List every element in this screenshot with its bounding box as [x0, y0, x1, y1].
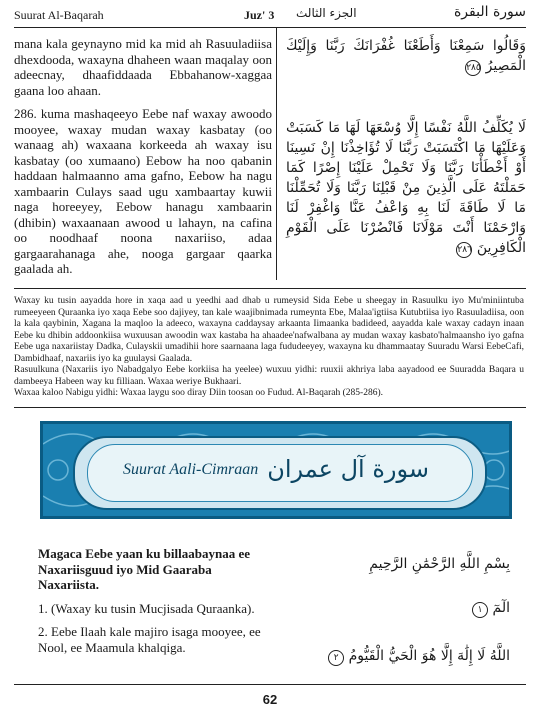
verse-translation: 1. (Waxay ku tusin Mucjisada Quraanka). — [38, 600, 255, 616]
verse-number-marker: ٢٨٥ — [465, 60, 481, 76]
basmala-arabic: بِسْمِ اللَّهِ الرَّحْمَٰنِ الرَّحِيمِ — [369, 556, 510, 572]
surah-name-arabic: سورة البقرة — [453, 4, 526, 20]
verse-translation: 2. Eebe Ilaah kale majiro isaga mooyee, ee Nool, ee Maamula khalqiga. — [38, 624, 261, 655]
column-divider — [276, 28, 277, 280]
surah-title-banner — [40, 421, 512, 519]
verse-number-marker: ٢ — [328, 650, 344, 666]
translation-paragraph: 286. kuma mashaqeeyo Eebe naf waxay awoodo mooyee, waxay mudan waxay kasbatay (oo wanaag ah) waxaana korkeeda ah waxay isu kasbatay (oo xumaano) Eebow ha noo qabanin haddaan halmaanno ama gafno, Eebow ha nagu xambaarin Culays saad ugu xambaartay kuwii naga horeeyey, Eebow hanagu xambaarin (dhibin) waxaanaan awood u lahayn, na cafina oo noodhaaf noona naxariiso, adaa gargaarahanaga ahe, nooga gargaar qaarka gaalada ah. — [14, 106, 272, 276]
surah-title-latin: Suurat Aali-Cimraan — [123, 461, 259, 478]
arabic-verse-285 — [286, 36, 526, 76]
surah-title-arabic: سورة آل عمران — [267, 455, 429, 483]
juz-label-arabic: الجزء الثالث — [296, 6, 357, 20]
arabic-verse-text: اللَّهُ لَا إِلَٰهَ إِلَّا هُوَ الْحَيُّ الْقَيُّومُ — [348, 648, 510, 664]
section-rule — [14, 407, 526, 408]
translation-column — [14, 36, 272, 285]
header-rule — [14, 27, 526, 28]
surah-name-latin: Suurat Al-Baqarah — [14, 8, 104, 22]
footer-rule — [14, 684, 526, 685]
arabic-verse-text: لَا يُكَلِّفُ اللَّهُ نَفْسًا إِلَّا وُسْعَهَا لَهَا مَا كَسَبَتْ وَعَلَيْهَا مَا اكْتَسَبَتْ رَبَّنَا لَا تُؤَاخِذْنَا إِنْ نَسِينَا أَوْ أَخْطَأْنَا رَبَّنَا وَلَا تَحْمِلْ عَلَيْنَا إِصْرًا كَمَا حَمَلْتَهُ عَلَى الَّذِينَ مِنْ قَبْلِنَا رَبَّنَا وَلَا تُحَمِّلْنَا مَا لَا طَاقَةَ لَنَا بِهِ وَاعْفُ عَنَّا وَاغْفِرْ لَنَا وَارْحَمْنَا أَنْتَ مَوْلَانَا فَانْصُرْنَا عَلَى الْقَوْمِ الْكَافِرِينَ — [286, 120, 526, 256]
arabic-verse-2 — [290, 648, 510, 666]
translation-paragraph: mana kala geynayno mid ka mid ah Rasuuladiisa dhexdooda, waxayna dhaheen waan maqalay oon adeecnay, dhaafiddaada Ebbahanow-xaggaa gaana loo ahaan. — [14, 36, 272, 98]
surah-intro-translation — [38, 546, 270, 663]
page-number: 62 — [262, 692, 278, 707]
arabic-verse-1 — [290, 600, 510, 618]
commentary-paragraph: Waxay ku tusin aayadda hore in xaqa aad u yeedhi aad dhab u rumeysid Sida Eebe u sheegay in Rasuulku iyo Mu'miniintuba rumeeyeen Quraanka iyo xaqa Eebe soo dajiyey, tan kale waajibnimada rumeynta Ebe, Malaa'igtiisa Kutubtiisa iyo Rasuuladiisa, oon la kala qaybinin, Xagana la maqloo la adeeco, waxayna caddaysay arkaanta Iimaanka badideed, aayadda kale waxay cadayn inaan Eebe ku dhibin addoonkiisa wuxuusan awoodin wax kastaba ha ahaadee'nafwalbana ay mudan waxay kasbato'halmaansho iyo gafna Eebe uga naxariistay Dadka, Culayskii umadihii hore saarnaana laga fududeeyey, waxayna ku dhammaatay Suuradu Warsi EebeCafi, Dambidhaaf, naxariis iyo ka guulaysi Gaalada. — [14, 296, 524, 364]
arabic-verse-286 — [286, 118, 526, 258]
arabic-verse-text: وَقَالُوا سَمِعْنَا وَأَطَعْنَا غُفْرَانَكَ رَبَّنَا وَإِلَيْكَ الْمَصِيرُ — [286, 38, 526, 74]
verse-number-marker: ٢٨٦ — [456, 242, 472, 258]
section-rule — [14, 288, 526, 289]
commentary-paragraph: Waxaa kaloo Nabigu yidhi: Waxaa laygu soo diray Diin toosan oo Fudud. Al-Baqarah (285-286). — [14, 388, 383, 398]
juz-label: Juz' 3 — [244, 8, 275, 22]
page-header — [14, 4, 526, 26]
arabic-verse-text: الٓمٓ — [492, 600, 510, 616]
title-plaque — [73, 436, 487, 510]
basmala-translation: Magaca Eebe yaan ku billaabaynaa ee Naxariisguud iyo Mid Gaaraba Naxariista. — [38, 546, 250, 592]
commentary-paragraph: Rasuulkuna (Naxariis iyo Nabadgalyo Eebe korkiisa ha yeelee) wuxuu yidhi: ruuxii akhriya laba aayadood ee Suuradda Baqara u dambeeya Habeen way ku filliaan. Waxaa weriye Bukhaari. — [14, 365, 524, 387]
verse-number-marker: ١ — [472, 602, 488, 618]
commentary-notes — [14, 296, 524, 400]
